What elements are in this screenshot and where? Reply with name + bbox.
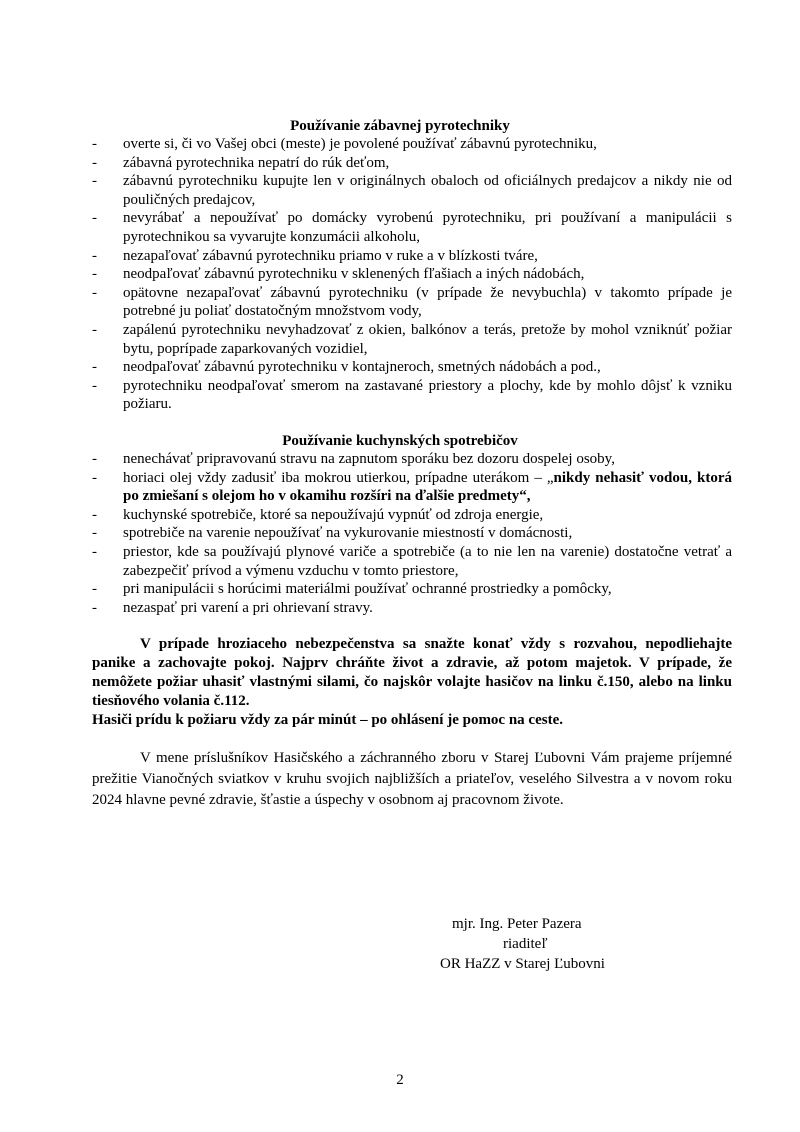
list-dash: - (92, 451, 97, 467)
list-item-text: pri manipulácii s horúcimi materiálmi používať ochranné prostriedky a pomôcky, (123, 581, 612, 598)
list-dash: - (92, 136, 97, 152)
list-dash: - (92, 266, 97, 283)
signature-org: OR HaZZ v Starej Ľubovni (440, 956, 605, 972)
list-dash: - (92, 525, 97, 542)
list-dash: - (92, 154, 97, 171)
list-item-text: nezapaľovať zábavnú pyrotechniku priamo v ruke a v blízkosti tváre, (123, 247, 538, 264)
list-item-text: opätovne nezapaľovať zábavnú pyrotechniku (v prípade že nevybuchla) v takomto prípade je potrebné ju poliať dostatočným množstvom vody, (123, 284, 732, 320)
list-dash: - (92, 284, 97, 301)
list-item-text: horiaci olej vždy zadusiť iba mokrou utierkou, prípadne uterákom – „ (123, 469, 554, 486)
list-dash: - (92, 173, 97, 190)
list-item (92, 524, 732, 543)
signature-block (440, 914, 660, 974)
list-dash: - (92, 506, 97, 523)
list-dash: - (92, 210, 97, 227)
list-item-text: kuchynské spotrebiče, ktoré sa nepoužívajú vypnúť od zdroja energie, (123, 506, 544, 523)
list-dash: - (92, 581, 97, 598)
list-item (92, 377, 732, 414)
list-dash: - (92, 321, 97, 338)
section-heading-pyrotechnics: Používanie zábavnej pyrotechniky (290, 118, 510, 134)
list-item-text: overte si, či vo Vašej obci (meste) je povolené používať zábavnú pyrotechniku, (123, 136, 597, 152)
warning-last-line: Hasiči prídu k požiaru vždy za pár minút – po ohlásení je pomoc na ceste. (92, 712, 563, 728)
list-item (92, 321, 732, 358)
section-heading-kitchen-appliances: Používanie kuchynských spotrebičov (282, 433, 518, 449)
list-item (92, 580, 732, 599)
greeting-paragraph: V mene príslušníkov Hasičského a záchranného zboru v Starej Ľubovni Vám prajeme príjemné prežitie Vianočných sviatkov v kruhu svojich najbližších a priateľov, veselého Silvestra a v novom roku 2024 hlavne pevné zdravie, šťastie a úspechy v osobnom aj pracovnom živote. (92, 750, 732, 808)
list-item-text: nenechávať pripravovanú stravu na zapnutom sporáku bez dozoru dospelej osoby, (123, 451, 615, 467)
list-item-text: pyrotechniku neodpaľovať smerom na zastavané priestory a plochy, kde by mohlo dôjsť k vzniku požiaru. (123, 377, 732, 413)
list-item (92, 209, 732, 246)
list-item (92, 450, 732, 469)
list-item-text: neodpaľovať zábavnú pyrotechniku v sklenených fľašiach a iných nádobách, (123, 266, 585, 283)
list-item (92, 247, 732, 266)
list-item (92, 172, 732, 209)
list-dash: - (92, 543, 97, 560)
list-item-text: neodpaľovať zábavnú pyrotechniku v kontajneroch, smetných nádobách a pod., (123, 359, 601, 376)
list-item (92, 284, 732, 321)
list-dash: - (92, 599, 97, 616)
list-item-text: zábavná pyrotechnika nepatrí do rúk deťom, (123, 154, 390, 171)
page-number: 2 (396, 1072, 404, 1088)
list-item (92, 358, 732, 377)
signature-name: mjr. Ing. Peter Pazera (452, 916, 582, 932)
list-item (92, 469, 732, 506)
list-item-text: priestor, kde sa používajú plynové variče a spotrebiče (a to nie len na varenie) dostatočne vetrať a zabezpečiť prívod a výmenu vzduchu v tomto priestore, (123, 543, 732, 579)
list-item (92, 265, 732, 284)
list-item (92, 543, 732, 580)
list-item (92, 506, 732, 525)
list-dash: - (92, 377, 97, 394)
signature-role: riaditeľ (503, 936, 548, 952)
list-item (92, 154, 732, 173)
warning-paragraph: V prípade hroziaceho nebezpečenstva sa snažte konať vždy s rozvahou, nepodliehajte panike a zachovajte pokoj. Najprv chráňte život a zdravie, až potom majetok. V prípade, že nemôžete požiar uhasiť vlastnými silami, čo najskôr volajte hasičov na linku č.150, alebo na linku tiesňového volania č.112. (92, 636, 732, 709)
list-item (92, 599, 732, 618)
list-item-text: nezaspať pri varení a pri ohrievaní stravy. (123, 599, 373, 616)
list-dash: - (92, 359, 97, 376)
list-item-text: spotrebiče na varenie nepoužívať na vykurovanie miestností v domácnosti, (123, 525, 573, 542)
pyrotechnics-rules-list (92, 135, 732, 414)
list-dash: - (92, 247, 97, 264)
list-item-text: nevyrábať a nepoužívať po domácky vyrobenú pyrotechniku, pri používaní a manipulácii s pyrotechnikou sa vyvarujte konzumácii alkoholu, (123, 210, 732, 245)
kitchen-rules-list (92, 450, 732, 617)
list-item (92, 135, 732, 154)
list-item-text: zábavnú pyrotechniku kupujte len v originálnych obaloch od oficiálnych predajcov a nikdy nie od pouličných predajcov, (123, 173, 732, 208)
list-dash: - (92, 469, 97, 486)
list-item-bold-text: nikdy nehasiť vodou, ktorá po zmiešaní s olejom ho v okamihu rozšíri na ďalšie predmety“, (123, 469, 732, 505)
list-item-text: zapálenú pyrotechniku nevyhadzovať z okien, balkónov a terás, pretože by mohol vzniknúť požiar bytu, poprípade zaparkovaných vozidiel, (123, 321, 732, 357)
